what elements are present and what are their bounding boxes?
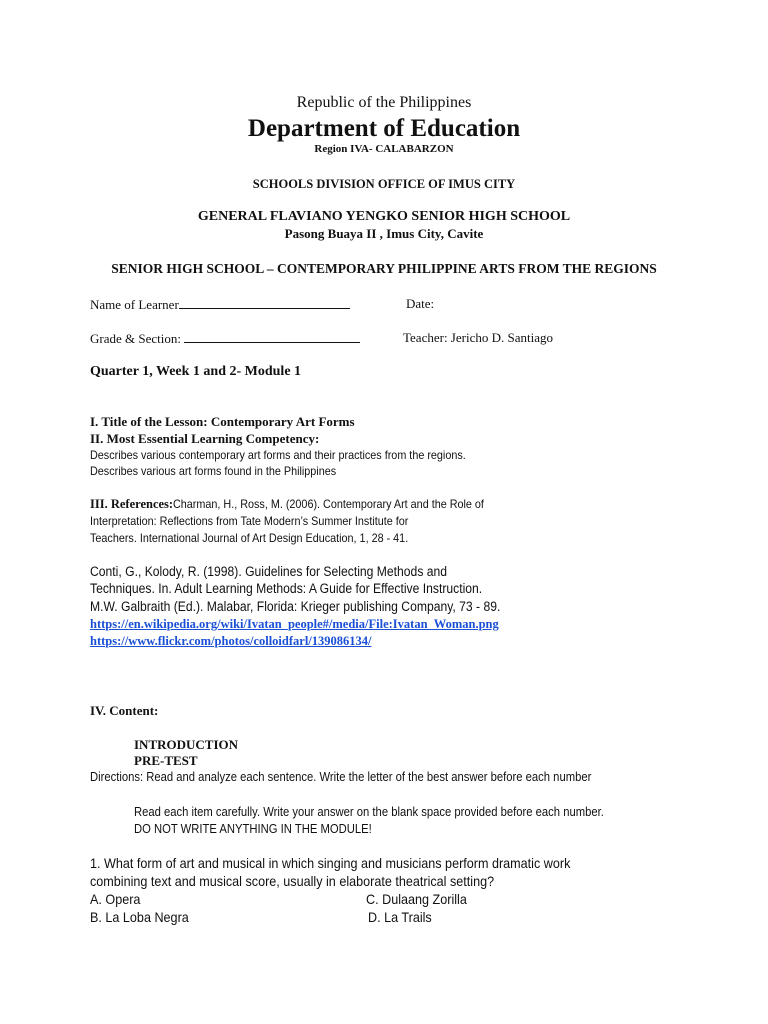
teacher-name: Teacher: Jericho D. Santiago <box>403 330 553 345</box>
references-heading: III. References: <box>90 497 174 511</box>
division-line: SCHOOLS DIVISION OFFICE OF IMUS CITY <box>252 177 516 191</box>
competency-item-1: Describes various contemporary art forms and their practices from the regions. <box>90 448 466 462</box>
course-title: SENIOR HIGH SCHOOL – CONTEMPORARY PHILIPPINE ARTS FROM THE REGIONS <box>111 261 657 276</box>
option-b: B. La Loba Negra <box>90 909 189 925</box>
option-a: A. Opera <box>90 891 141 907</box>
school-address: Pasong Buaya II , Imus City, Cavite <box>284 226 484 241</box>
republic-line: Republic of the Philippines <box>296 94 472 111</box>
name-blank-line[interactable] <box>179 296 350 309</box>
reference-2-line-3: M.W. Galbraith (Ed.). Malabar, Florida: Krieger publishing Company, 73 - 89. <box>90 599 501 614</box>
instruction-line-2: DO NOT WRITE ANYTHING IN THE MODULE! <box>134 822 372 836</box>
region-line: Region IVA- CALABARZON <box>314 143 454 155</box>
competency-heading: II. Most Essential Learning Competency: <box>90 431 320 446</box>
department-title: Department of Education <box>247 115 521 142</box>
module-heading: Quarter 1, Week 1 and 2- Module 1 <box>90 364 302 379</box>
introduction-heading: INTRODUCTION <box>134 737 239 752</box>
date-label: Date: <box>406 296 435 311</box>
reference-2-line-2: Techniques. In. Adult Learning Methods: A Guide for Effective Instruction. <box>90 581 483 596</box>
competency-item-2: Describes various art forms found in the Philippines <box>90 464 337 478</box>
grade-section-field <box>90 330 360 347</box>
name-of-learner-field <box>90 296 350 313</box>
reference-2-line-1: Conti, G., Kolody, R. (1998). Guidelines for Selecting Methods and <box>90 564 448 579</box>
school-name: GENERAL FLAVIANO YENGKO SENIOR HIGH SCHOOL <box>197 209 571 224</box>
instruction-line-1: Read each item carefully. Write your answer on the blank space provided before each number. <box>134 805 604 819</box>
lesson-title: I. Title of the Lesson: Contemporary Art Forms <box>90 414 355 429</box>
question-1-line-2: combining text and musical score, usually in elaborate theatrical setting? <box>90 873 495 889</box>
option-d: D. La Trails <box>368 909 432 925</box>
pretest-heading: PRE-TEST <box>134 753 198 768</box>
grade-label: Grade & Section: <box>90 331 181 346</box>
reference-1-line-2: Interpretation: Reflections from Tate Modern’s Summer Institute for <box>90 514 409 528</box>
wikipedia-link[interactable]: https://en.wikipedia.org/wiki/Ivatan_people#/media/File:Ivatan_Woman.png <box>90 617 499 631</box>
reference-1-line-1: Charman, H., Ross, M. (2006). Contemporary Art and the Role of <box>173 497 485 511</box>
reference-1 <box>90 497 519 512</box>
grade-blank-line[interactable] <box>184 330 360 343</box>
name-label: Name of Learner <box>90 297 179 312</box>
reference-1-line-3: Teachers. International Journal of Art Design Education, 1, 28 - 41. <box>90 531 409 545</box>
directions-text: Directions: Read and analyze each sentence. Write the letter of the best answer before each number <box>90 770 592 784</box>
content-heading: IV. Content: <box>90 703 159 718</box>
option-c: C. Dulaang Zorilla <box>366 891 467 907</box>
flickr-link[interactable]: https://www.flickr.com/photos/colloidfarl/139086134/ <box>90 634 372 648</box>
question-1-line-1: 1. What form of art and musical in which singing and musicians perform dramatic work <box>90 855 571 871</box>
